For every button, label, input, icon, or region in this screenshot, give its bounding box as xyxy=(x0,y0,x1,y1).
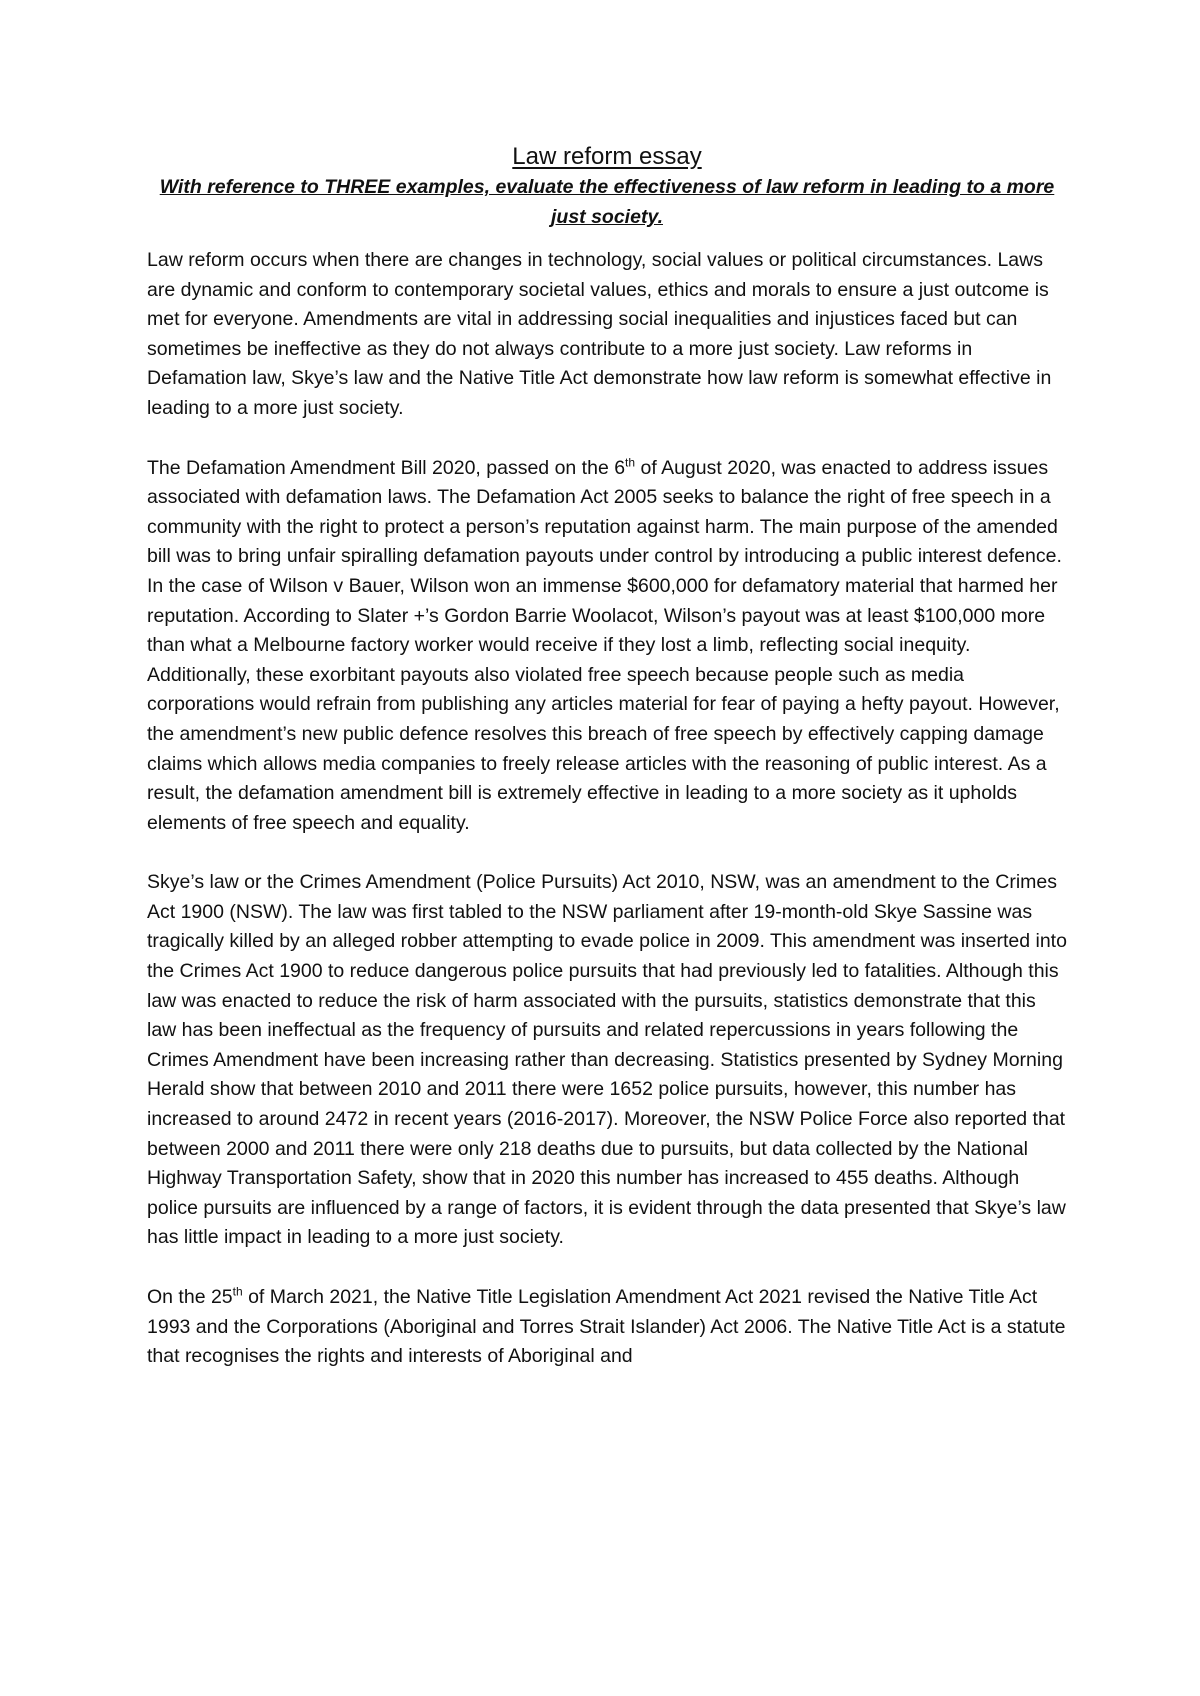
paragraph-text-rest: of August 2020, was enacted to address issues associated with defamation laws. The Defamation Act 2005 seeks to balance the right of free speech in a community with the right to protect a person’s reputation against harm. The main purpose of the amended bill was to bring unfair spiralling defamation payouts under control by introducing a public interest defence. In the case of Wilson v Bauer, Wilson won an immense $600,000 for defamatory material that harmed her reputation. According to Slater +’s Gordon Barrie Woolacot, Wilson’s payout was at least $100,000 more than what a Melbourne factory worker would receive if they lost a limb, reflecting social inequity. Additionally, these exorbitant payouts also violated free speech because people such as media corporations would refrain from publishing any articles material for fear of paying a hefty payout. However, the amendment’s new public defence resolves this breach of free speech by effectively capping damage claims which allows media companies to freely release articles with the reasoning of public interest. As a result, the defamation amendment bill is extremely effective in leading to a more society as it upholds elements of free speech and equality. xyxy=(147,456,1062,834)
ordinal-suffix: th xyxy=(625,455,636,470)
ordinal-suffix: th xyxy=(232,1284,243,1299)
paragraph-text-rest: of March 2021, the Native Title Legislation Amendment Act 2021 revised the Native Title Act 1993 and the Corporations (Aboriginal and Torres Strait Islander) Act 2006. The Native Title Act is a statute that recognises the rights and interests of Aboriginal and xyxy=(147,1286,1066,1368)
paragraph-introduction: Law reform occurs when there are changes in technology, social values or political circumstances. Laws are dynamic and conform to contemporary societal values, ethics and morals to ensure a just outcome is met for everyone. Amendments are vital in addressing social inequalities and injustices faced but can sometimes be ineffective as they do not always contribute to a more just society. Law reforms in Defamation law, Skye’s law and the Native Title Act demonstrate how law reform is somewhat effective in leading to a more just society. xyxy=(147,249,1052,419)
title-text: Law reform essay xyxy=(512,143,702,170)
page-title xyxy=(147,142,1067,172)
paragraph-text-start: On the 25 xyxy=(147,1286,233,1308)
paragraph-native-title xyxy=(147,1283,1067,1372)
paragraph-text-start: The Defamation Amendment Bill 2020, passed on the 6 xyxy=(147,456,626,479)
paragraph-defamation xyxy=(147,454,1067,839)
essay-question: With reference to THREE examples, evaluate the effectiveness of law reform in leading to a more just society. xyxy=(159,176,1055,228)
paragraph-skyes-law: Skye’s law or the Crimes Amendment (Police Pursuits) Act 2010, NSW, was an amendment to the Crimes Act 1900 (NSW). The law was first tabled to the NSW parliament after 19-month-old Skye Sassine was tragically killed by an alleged robber attempting to evade police in 2009. This amendment was inserted into the Crimes Act 1900 to reduce dangerous police pursuits that had previously led to fatalities. Although this law was enacted to reduce the risk of harm associated with the pursuits, statistics demonstrate that this law has been ineffectual as the frequency of pursuits and related repercussions in years following the Crimes Amendment have been increasing rather than decreasing. Statistics presented by Sydney Morning Herald show that between 2010 and 2011 there were 1652 police pursuits, however, this number has increased to around 2472 in recent years (2016-2017). Moreover, the NSW Police Force also reported that between 2000 and 2011 there were only 218 deaths due to pursuits, but data collected by the National Highway Transportation Safety, show that in 2020 this number has increased to 455 deaths. Although police pursuits are influenced by a range of factors, it is evident through the data presented that Skye’s law has little impact in leading to a more just society. xyxy=(147,871,1067,1249)
document-body xyxy=(147,142,1067,1402)
